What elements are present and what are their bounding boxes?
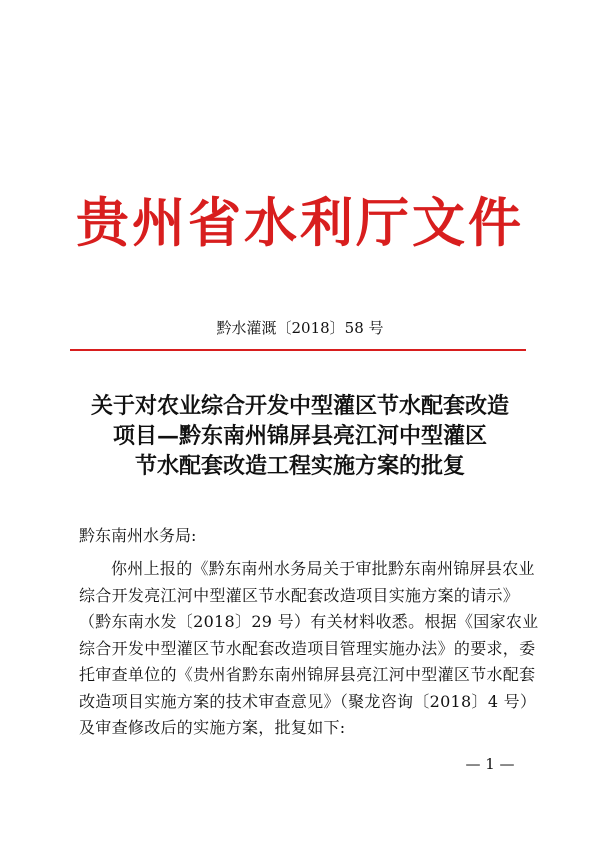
document-number: 黔水灌溉〔2018〕58 号: [216, 319, 384, 337]
body-paragraph: [79, 556, 539, 742]
title-line-2: 项目—黔东南州锦屏县亮江河中型灌区: [112, 423, 487, 449]
title-line-3: 节水配套改造工程实施方案的批复: [134, 453, 465, 479]
addressee: 黔东南州水务局:: [79, 526, 197, 545]
red-divider-line: [70, 349, 526, 351]
body-line: 你州上报的《黔东南州水务局关于审批黔东南州锦屏县农业: [111, 559, 535, 578]
body-line: 改造项目实施方案的技术审查意见》（聚龙咨询〔2018〕4 号）: [79, 691, 537, 711]
masthead-title: 贵州省水利厅文件: [76, 192, 524, 254]
body-line: 综合开发亮江河中型灌区节水配套改造项目实施方案的请示》: [79, 585, 520, 605]
body-line: （黔东南水发〔2018〕29 号）有关材料收悉。根据《国家农业: [79, 612, 539, 631]
document-title: [0, 391, 600, 481]
body-line: 及审查修改后的实施方案，批复如下:: [79, 718, 346, 737]
page-number: — 1 —: [465, 755, 515, 773]
title-line-1: 关于对农业综合开发中型灌区节水配套改造: [90, 393, 509, 419]
body-line: 托审查单位的《贵州省黔东南州锦屏县亮江河中型灌区节水配套: [79, 665, 536, 684]
body-line: 综合开发中型灌区节水配套改造项目管理实施办法》的要求，委: [79, 638, 536, 658]
